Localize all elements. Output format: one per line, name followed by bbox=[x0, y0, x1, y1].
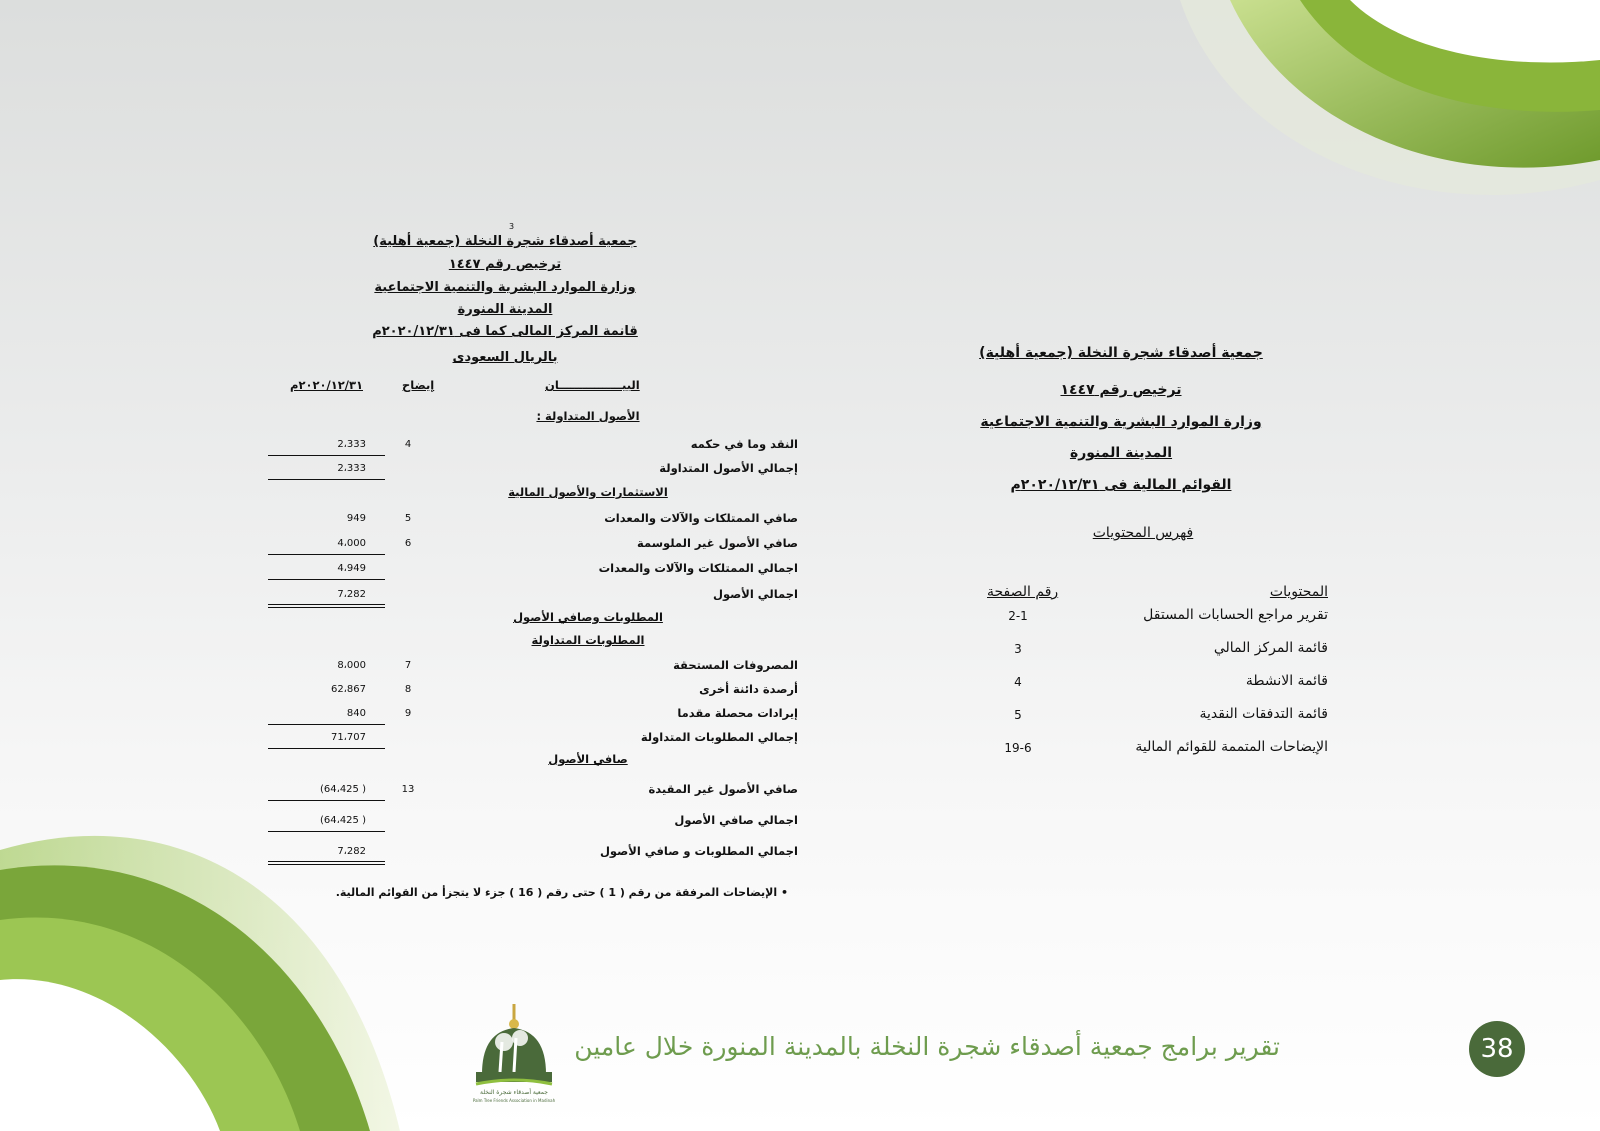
row-label: اجمالي صافي الأصول bbox=[674, 813, 798, 827]
row-note: 5 bbox=[404, 513, 412, 524]
row-label: الأصول المتداولة : bbox=[536, 409, 640, 423]
row-label: إجمالي الأصول المتداولة bbox=[659, 461, 798, 475]
toc-item[interactable]: تقرير مراجع الحسابات المستقل bbox=[1143, 607, 1328, 623]
association-logo bbox=[462, 1002, 566, 1106]
row-label: اجمالي الممتلكات والآلات والمعدات bbox=[598, 561, 798, 575]
section-header-row bbox=[268, 610, 798, 630]
row-amount: 62،867 bbox=[330, 684, 366, 695]
balance-sheet-heading: بالريال السعودى bbox=[452, 350, 558, 365]
table-row bbox=[268, 730, 798, 750]
page-marker: 3 bbox=[509, 222, 515, 231]
row-label: النقد وما في حكمه bbox=[690, 437, 798, 451]
footer-report-title: تقرير برامج جمعية أصدقاء شجرة النخلة بالمدينة المنورة خلال عامين bbox=[574, 1032, 1280, 1061]
balance-sheet-heading: جمعية أصدقاء شجرة النخلة (جمعية أهلية) bbox=[373, 234, 637, 249]
total-rule bbox=[268, 800, 385, 801]
toc-heading: المدينة المنورة bbox=[1069, 445, 1173, 461]
toc-item-page: 5 bbox=[1014, 708, 1022, 722]
table-row bbox=[268, 682, 798, 702]
row-amount: 2،333 bbox=[337, 439, 366, 450]
row-amount: 4،000 bbox=[337, 538, 366, 549]
table-row bbox=[268, 511, 798, 531]
toc-item-page: 19-6 bbox=[1004, 741, 1032, 755]
balance-sheet-heading: قانمة المركز المالى كما فى ٢٠٢٠/١٢/٣١م bbox=[372, 324, 638, 339]
double-total-rule bbox=[268, 861, 385, 865]
toc-heading: وزارة الموارد البشرية والتنمية الاجتماعية bbox=[980, 414, 1262, 430]
table-row bbox=[268, 561, 798, 581]
table-row bbox=[268, 782, 798, 802]
row-note: 4 bbox=[404, 439, 412, 450]
row-note: 13 bbox=[401, 784, 415, 795]
toc-item-page: 4 bbox=[1014, 675, 1022, 689]
total-rule bbox=[268, 554, 385, 555]
row-amount: 7،282 bbox=[337, 846, 366, 857]
row-amount: (64،425 ) bbox=[319, 815, 366, 826]
total-rule bbox=[268, 479, 385, 480]
row-label: صافي الأصول غير المقيدة bbox=[648, 782, 798, 796]
toc-column-contents: المحتويات bbox=[1269, 584, 1328, 600]
section-header-row bbox=[268, 633, 798, 653]
row-label: صافي الأصول غير الملوسمة bbox=[637, 536, 798, 550]
row-amount: 2،333 bbox=[337, 463, 366, 474]
table-row bbox=[268, 706, 798, 726]
row-note: 9 bbox=[404, 708, 412, 719]
section-header-row bbox=[268, 409, 798, 429]
table-row bbox=[268, 536, 798, 556]
column-header-date: ٢٠٢٠/١٢/٣١م bbox=[290, 378, 363, 392]
double-total-rule bbox=[268, 604, 385, 608]
row-label: صافي الأصول bbox=[548, 752, 628, 766]
svg-text:جمعية أصدقاء شجرة النخلة: جمعية أصدقاء شجرة النخلة bbox=[480, 1089, 548, 1096]
row-label: اجمالي الأصول bbox=[712, 587, 798, 601]
column-header-note: إيضاح bbox=[402, 378, 435, 392]
row-label: المصروفات المستحقة bbox=[673, 658, 798, 672]
row-amount: 949 bbox=[346, 513, 366, 524]
row-label: إجمالي المطلوبات المتداولة bbox=[640, 730, 798, 744]
row-label: الاستثمارات والأصول المالية bbox=[508, 485, 668, 499]
row-label: أرصدة دائنة أخرى bbox=[699, 682, 798, 696]
toc-item-page: 3 bbox=[1014, 642, 1022, 656]
toc-item-page: 2-1 bbox=[1008, 609, 1028, 623]
toc-heading: القوائم المالية فى ٢٠٢٠/١٢/٣١م bbox=[1010, 477, 1232, 493]
footnote: • الإيضاحات المرفقة من رقم ( 1 ) حتى رقم ( 16 ) جزء لا يتجزأ من القوائم المالية. bbox=[335, 886, 788, 899]
section-header-row bbox=[268, 752, 798, 772]
table-row bbox=[268, 658, 798, 678]
row-label: إيرادات محصلة مقدما bbox=[677, 706, 798, 720]
toc-heading: ترخيص رقم ١٤٤٧ bbox=[1060, 382, 1182, 398]
toc-title: فهرس المحتويات bbox=[1092, 525, 1194, 541]
total-rule bbox=[268, 455, 385, 456]
toc-item[interactable]: قائمة الانشطة bbox=[1245, 673, 1328, 689]
column-header-statement: البيــــــــــــــــان bbox=[545, 378, 640, 392]
row-note: 7 bbox=[404, 660, 412, 671]
toc-item[interactable]: قائمة التدفقات النقدية bbox=[1199, 706, 1328, 722]
balance-sheet-heading: المدينة المنورة bbox=[457, 302, 553, 317]
row-label: المطلوبات المتداولة bbox=[531, 633, 645, 647]
svg-text:Palm Tree Friends Association: Palm Tree Friends Association in Madinah bbox=[472, 1098, 556, 1103]
row-note: 8 bbox=[404, 684, 412, 695]
table-row bbox=[268, 813, 798, 833]
row-amount: 840 bbox=[346, 708, 366, 719]
toc-heading: جمعية أصدقاء شجرة النخلة (جمعية أهلية) bbox=[979, 345, 1263, 361]
section-header-row bbox=[268, 485, 798, 505]
row-amount: 4،949 bbox=[337, 563, 366, 574]
row-label: صافي الممتلكات والآلات والمعدات bbox=[604, 511, 798, 525]
total-rule bbox=[268, 748, 385, 749]
toc-item[interactable]: الإيضاحات المتممة للقوائم المالية bbox=[1135, 739, 1328, 755]
total-rule bbox=[268, 724, 385, 725]
row-amount: 7،282 bbox=[337, 589, 366, 600]
row-amount: 8،000 bbox=[337, 660, 366, 671]
table-row bbox=[268, 461, 798, 481]
row-label: اجمالي المطلوبات و صافي الأصول bbox=[599, 844, 798, 858]
row-amount: 71،707 bbox=[330, 732, 366, 743]
balance-sheet-heading: وزارة الموارد البشرية والتنمية الاجتماعية bbox=[374, 280, 636, 295]
table-row bbox=[268, 437, 798, 457]
row-label: المطلوبات وصافي الأصول bbox=[513, 610, 663, 624]
toc-column-page: رقم الصفحة bbox=[987, 584, 1059, 600]
balance-sheet-heading: ترخيص رقم ١٤٤٧ bbox=[448, 257, 562, 272]
page-number-badge: 38 bbox=[1469, 1021, 1525, 1077]
total-rule bbox=[268, 831, 385, 832]
row-note: 6 bbox=[404, 538, 412, 549]
row-amount: (64،425 ) bbox=[319, 784, 366, 795]
toc-item[interactable]: قائمة المركز المالي bbox=[1213, 640, 1328, 656]
total-rule bbox=[268, 579, 385, 580]
